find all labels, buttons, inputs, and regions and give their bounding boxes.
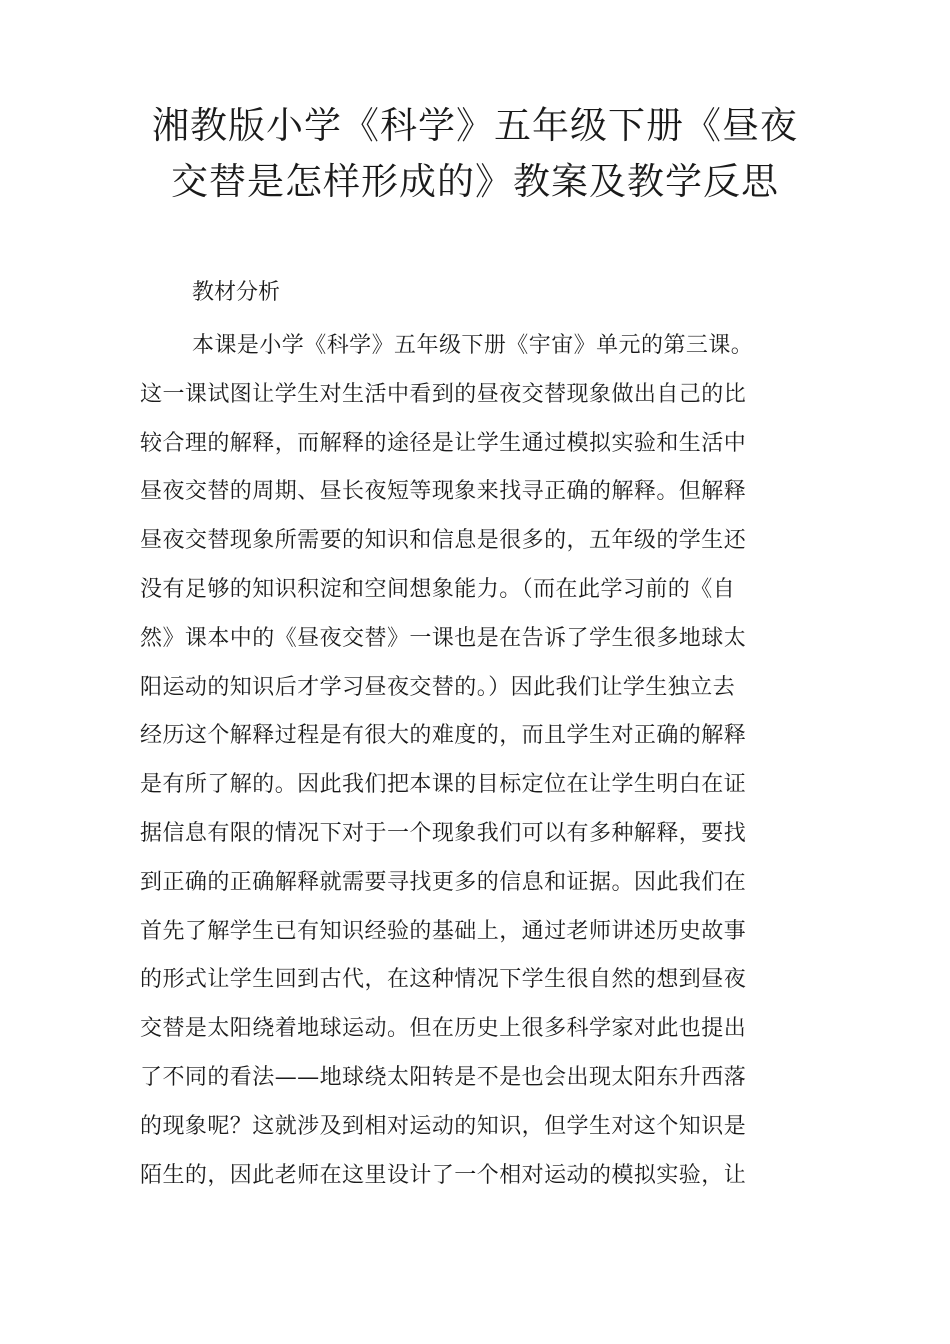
paragraph-line: 交替是太阳绕着地球运动。但在历史上很多科学家对此也提出 — [140, 1016, 747, 1042]
paragraph-line: 本课是小学《科学》五年级下册《宇宙》单元的第三课。 — [192, 333, 754, 358]
paragraph-line: 没有足够的知识积淀和空间想象能力。（而在此学习前的《自 — [140, 576, 736, 602]
paragraph-line: 这一课试图让学生对生活中看到的昼夜交替现象做出自己的比 — [140, 381, 747, 407]
paragraph-line: 的形式让学生回到古代，在这种情况下学生很自然的想到昼夜 — [140, 967, 747, 993]
paragraph-line: 昼夜交替的周期、昼长夜短等现象来找寻正确的解释。但解释 — [140, 479, 747, 505]
paragraph-line: 是有所了解的。因此我们把本课的目标定位在让学生明白在证 — [140, 772, 747, 798]
paragraph-line: 然》课本中的《昼夜交替》一课也是在告诉了学生很多地球太 — [140, 625, 747, 651]
paragraph-line: 首先了解学生已有知识经验的基础上，通过老师讲述历史故事 — [140, 918, 747, 944]
paragraph-line: 据信息有限的情况下对于一个现象我们可以有多种解释，要找 — [140, 820, 747, 846]
title-line-2: 交替是怎样形成的》教案及教学反思 — [171, 160, 779, 203]
paragraph-line: 阳运动的知识后才学习昼夜交替的。）因此我们让学生独立去 — [140, 674, 736, 700]
paragraph-line: 较合理的解释，而解释的途径是让学生通过模拟实验和生活中 — [140, 430, 747, 456]
paragraph-line: 了不同的看法——地球绕太阳转是不是也会出现太阳东升西落 — [140, 1064, 747, 1090]
body-paragraph — [140, 322, 840, 1200]
paragraph-line: 的现象呢？这就涉及到相对运动的知识，但学生对这个知识是 — [140, 1113, 747, 1139]
section-heading: 教材分析 — [192, 280, 281, 305]
paragraph-line: 陌生的，因此老师在这里设计了一个相对运动的模拟实验，让 — [140, 1162, 747, 1188]
paragraph-line: 到正确的正确解释就需要寻找更多的信息和证据。因此我们在 — [140, 869, 747, 895]
paragraph-line: 昼夜交替现象所需要的知识和信息是很多的，五年级的学生还 — [140, 528, 747, 554]
paragraph-line: 经历这个解释过程是有很大的难度的，而且学生对正确的解释 — [140, 723, 747, 749]
title-line-1: 湘教版小学《科学》五年级下册《昼夜 — [152, 104, 798, 147]
document-title — [60, 98, 890, 210]
